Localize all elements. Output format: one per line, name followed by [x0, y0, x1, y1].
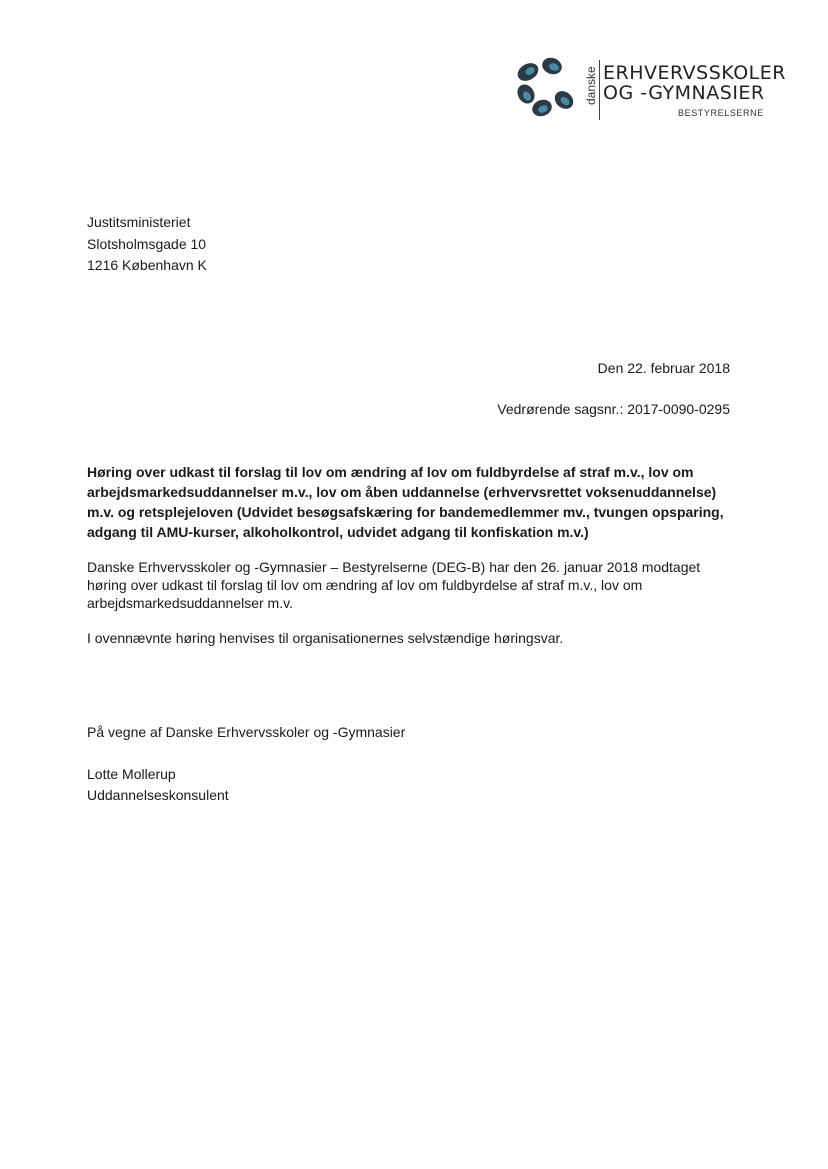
logo-title-line1: ERHVERVSSKOLER — [603, 62, 786, 84]
logo-title-line2: OG -GYMNASIER — [603, 82, 765, 104]
recipient-city: 1216 København K — [87, 257, 207, 273]
closing-line: På vegne af Danske Erhvervsskoler og -Gymnasier — [87, 724, 406, 740]
case-reference: Vedrørende sagsnr.: 2017-0090-0295 — [497, 401, 730, 417]
recipient-address — [87, 212, 207, 277]
logo-subtitle: BESTYRELSERNE — [678, 108, 764, 118]
letter-subject: Høring over udkast til forslag til lov om ændring af lov om fuldbyrdelse af straf m.v., lov om arbejdsmarkedsuddannelser m.v., lov om åben uddannelse (erhvervsrettet voksenuddannelse) m.v. og retsplejeloven (Udvidet besøgsafskæring for bandemedlemmer mv., tvungen opsparing, adgang til AMU-kurser, alkoholkontrol, udvidet adgang til konfiskation m.v.) — [87, 464, 724, 540]
logo-danske-text: danske — [584, 66, 598, 106]
recipient-name: Justitsministeriet — [87, 214, 191, 230]
logo-mark-icon — [512, 56, 582, 120]
signer-title: Uddannelseskonsulent — [87, 787, 229, 803]
signature-block — [87, 764, 229, 806]
logo-divider — [599, 60, 600, 120]
body-paragraph: Danske Erhvervsskoler og -Gymnasier – Bestyrelserne (DEG-B) har den 26. januar 2018 modtaget høring over udkast til forslag til lov om ændring af lov om fuldbyrdelse af straf m.v., lov om arbejdsmarkedsuddannelser m.v. — [87, 559, 701, 611]
signer-name: Lotte Mollerup — [87, 766, 176, 782]
organization-logo — [512, 56, 786, 126]
recipient-street: Slotsholmsgade 10 — [87, 235, 207, 252]
letter-date: Den 22. februar 2018 — [597, 360, 730, 376]
body-paragraph: I ovennævnte høring henvises til organisationernes selvstændige høringsvar. — [87, 630, 564, 646]
